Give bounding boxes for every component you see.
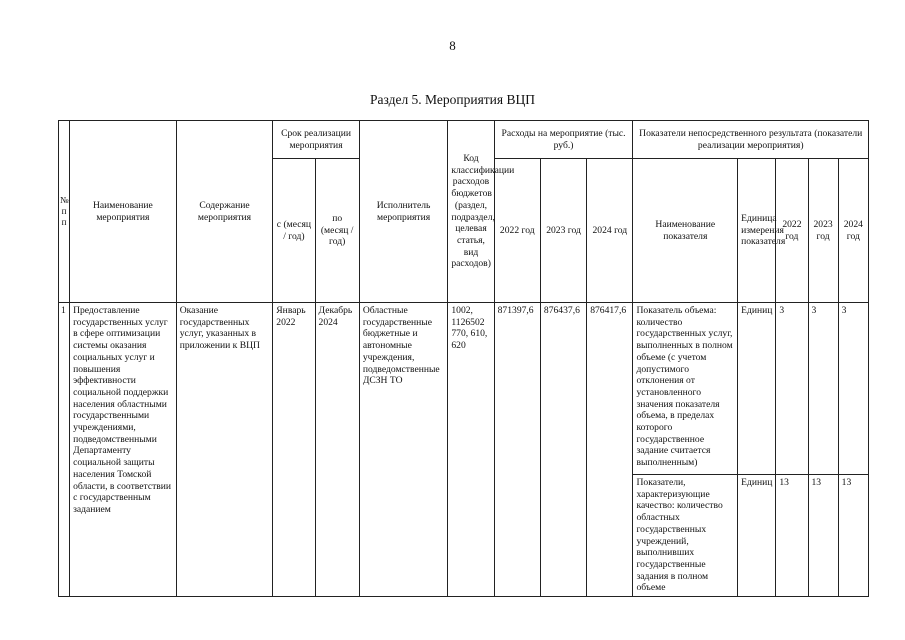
cell-indicator-2022: 3	[776, 303, 808, 475]
cell-expenses-2022: 871397,6	[494, 303, 540, 597]
cell-expenses-2024: 876417,6	[587, 303, 633, 597]
header-term-from: с (месяц / год)	[273, 159, 315, 303]
page-number: 8	[449, 38, 456, 53]
cell-indicator-2022: 13	[776, 475, 808, 597]
cell-indicator-unit: Единиц	[738, 303, 776, 475]
cell-num: 1	[59, 303, 70, 597]
cell-indicator-unit: Единиц	[738, 475, 776, 597]
cell-indicator-2023: 3	[808, 303, 838, 475]
table-row	[59, 303, 869, 475]
header-expenses-2023: 2023 год	[540, 159, 586, 303]
cell-budget-code: 1002, 1126502 770, 610, 620	[448, 303, 494, 597]
cell-activity-name: Предоставление государственных услуг в сфере оптимизации системы оказания социальных услуг и повышения эффективности социальной поддержки населения областными государственными учреждениями, подведомственными Департаменту социальной защиты населения Томской области, в соответствии с государственным заданием	[70, 303, 177, 597]
header-indicators-group: Показатели непосредственного результата (показатели реализации мероприятия)	[633, 121, 869, 159]
header-executor: Исполнитель мероприятия	[359, 121, 448, 303]
cell-activity-content: Оказание государственных услуг, указанных в приложении к ВЦП	[176, 303, 273, 597]
header-indicator-name: Наименование показателя	[633, 159, 738, 303]
cell-term-to: Декабрь 2024	[315, 303, 359, 597]
header-indicator-2022: 2022 год	[776, 159, 808, 303]
activities-table	[58, 120, 869, 597]
header-indicator-2024: 2024 год	[838, 159, 868, 303]
cell-indicator-2023: 13	[808, 475, 838, 597]
header-activity-content: Содержание мероприятия	[176, 121, 273, 303]
cell-indicator-2024: 3	[838, 303, 868, 475]
cell-term-from: Январь 2022	[273, 303, 315, 597]
header-term-group: Срок реализации мероприятия	[273, 121, 360, 159]
header-budget-code: Код классификации расходов бюджетов (раздел, подраздел, целевая статья, вид расходов)	[448, 121, 494, 303]
header-num: № п п	[59, 121, 70, 303]
cell-indicator-name: Показатель объема: количество государственных услуг, выполненных в полном объеме (с учетом допустимого отклонения от установленного значения показателя объема, в пределах которого государственное задание считается выполненным)	[633, 303, 738, 475]
header-expenses-2024: 2024 год	[587, 159, 633, 303]
header-expenses-group: Расходы на мероприятие (тыс. руб.)	[494, 121, 633, 159]
cell-expenses-2023: 876437,6	[540, 303, 586, 597]
section-title: Раздел 5. Мероприятия ВЦП	[370, 92, 535, 107]
header-expenses-2022: 2022 год	[494, 159, 540, 303]
header-activity-name: Наименование мероприятия	[70, 121, 177, 303]
cell-indicator-name: Показатели, характеризующие качество: количество областных государственных учреждений, выполнивших государственные задания в полном объеме	[633, 475, 738, 597]
cell-indicator-2024: 13	[838, 475, 868, 597]
header-indicator-2023: 2023 год	[808, 159, 838, 303]
cell-executor: Областные государственные бюджетные и автономные учреждения, подведомственные ДСЗН ТО	[359, 303, 448, 597]
header-indicator-unit: Единица измерения показателя	[738, 159, 776, 303]
header-term-to: по (месяц / год)	[315, 159, 359, 303]
